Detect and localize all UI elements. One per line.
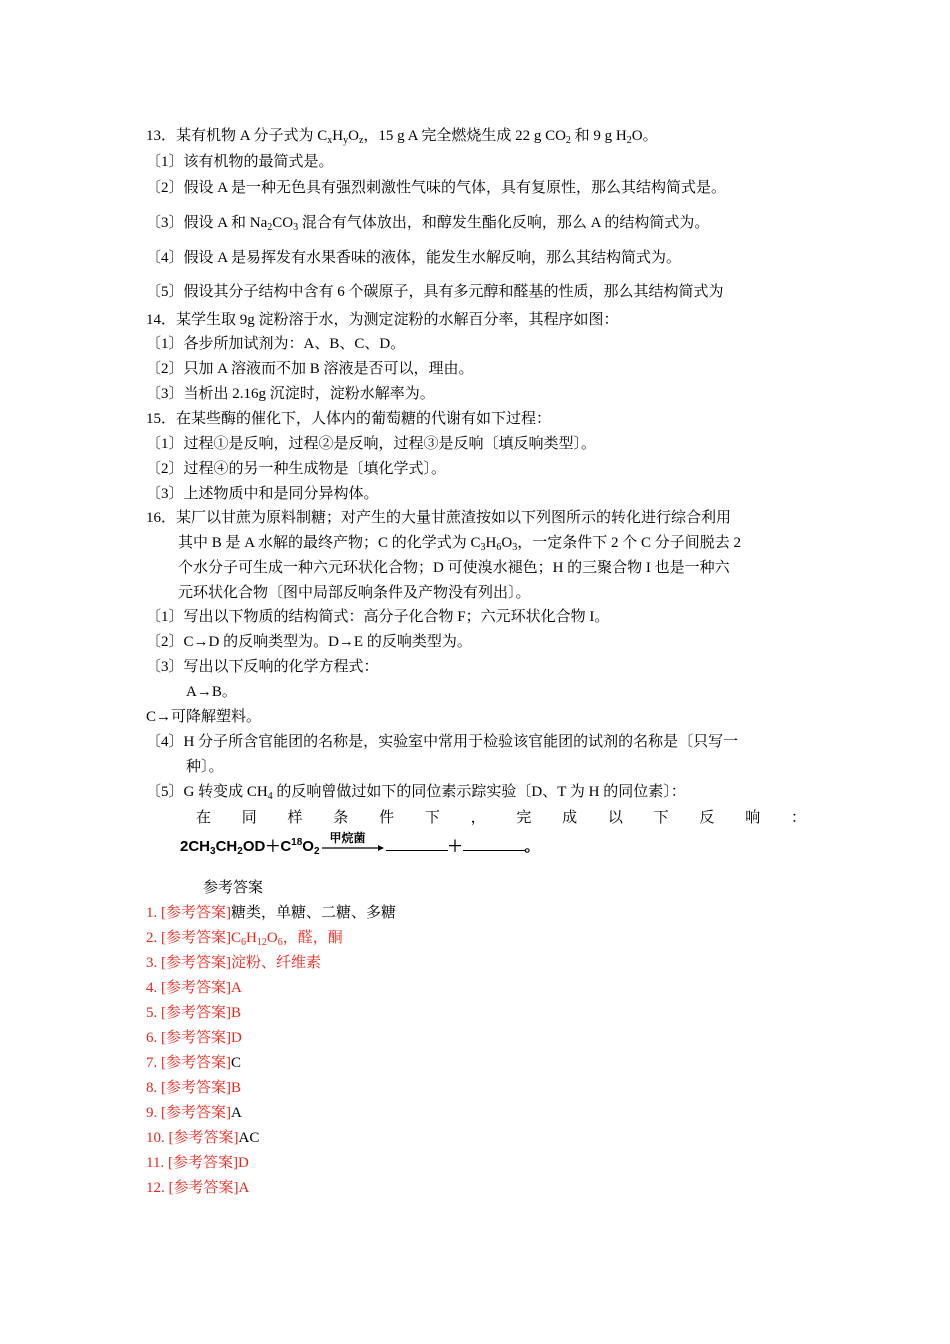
answer-item: 11. [参考答案]D	[146, 1155, 249, 1171]
q16-stem-line-1: 16．某厂以甘蔗为原料制糖；对产生的大量甘蔗渣按如以下列图所示的转化进行综合利用	[146, 510, 732, 526]
spaced-char: 成	[562, 810, 578, 826]
answer-item: 12. [参考答案]A	[146, 1180, 250, 1196]
q16-part-4-line-1: 〔4〕H 分子所含官能团的名称是，实验室中常用于检验该官能团的试剂的名称是〔只写一	[146, 734, 739, 750]
q13-stem: 13．某有机物 A 分子式为 $C_xH_yO_z$，15 g A 完全燃烧生成 22 g $CO_2$ 和 9 g $H_2O$。	[146, 128, 658, 146]
spaced-char: 条	[333, 810, 349, 826]
q13-part-1: 〔1〕该有机物的最简式是。	[146, 154, 334, 170]
q16-part-5: 〔5〕G 转变成 $CH_4$ 的反响曾做过如下的同位素示踪实验〔D、T 为 H 的同位素〕：	[146, 784, 686, 802]
q15-stem: 15．在某些酶的催化下，人体内的葡萄糖的代谢有如下过程：	[146, 411, 552, 427]
answer-item: 5. [参考答案]B	[146, 1005, 242, 1021]
q14-part-2: 〔2〕只加 A 溶液而不加 B 溶液是否可以，理由。	[146, 361, 474, 377]
q16-part-4-line-2: 种〕。	[186, 759, 224, 775]
spaced-char: 在	[196, 810, 212, 826]
answer-item: 9. [参考答案]A	[146, 1105, 242, 1121]
reaction-condition: 甲烷菌	[329, 831, 366, 846]
spaced-char: 完	[516, 810, 532, 826]
q13-part-5: 〔5〕假设其分子结构中含有 6 个碳原子，具有多元醇和醛基的性质，那么其结构简式为	[146, 284, 724, 300]
q15-part-2: 〔2〕过程④的另一种生成物是〔填化学式〕。	[146, 461, 447, 477]
answer-item: 3. [参考答案]淀粉、纤维素	[146, 955, 322, 971]
spaced-char: 同	[241, 810, 257, 826]
q16-part-3-ab: A→B。	[186, 684, 237, 700]
answer-item: 1. [参考答案]糖类，单糖、二糖、多糖	[146, 905, 397, 921]
q16-spaced-instruction	[196, 808, 806, 828]
answer-item: 7. [参考答案]C	[146, 1055, 242, 1071]
q14-stem: 14．某学生取 9g 淀粉溶于水，为测定淀粉的水解百分率，其程序如图：	[146, 312, 619, 328]
q16-isotope-equation: $2CH_3CH_2OD+C^{18}O_2$ 甲烷菌 ＋ 。	[180, 836, 540, 858]
spaced-char: 件	[379, 810, 395, 826]
spaced-char: ，	[470, 810, 486, 826]
q16-stem-line-4: 元环状化合物〔图中局部反响条件及产物没有列出〕。	[178, 585, 531, 601]
q16-part-3: 〔3〕写出以下反响的化学方程式：	[146, 659, 379, 675]
answers-heading: 参考答案	[203, 880, 264, 896]
answer-item: 10. [参考答案]AC	[146, 1130, 260, 1146]
q13-part-4: 〔4〕假设 A 是易挥发有水果香味的液体，能发生水解反响，那么其结构简式为。	[146, 250, 682, 266]
answer-item: 8. [参考答案]B	[146, 1080, 242, 1096]
spaced-char: 反	[699, 810, 715, 826]
q16-part-2: 〔2〕C→D 的反响类型为。D→E 的反响类型为。	[146, 634, 472, 650]
answer-item: 4. [参考答案]A	[146, 980, 242, 996]
q16-part-3-c: C→可降解塑料。	[146, 709, 262, 725]
q13-part-2: 〔2〕假设 A 是一种无色具有强烈刺激性气味的气体，具有复原性，那么其结构简式是。	[146, 180, 727, 196]
spaced-char: 以	[607, 810, 623, 826]
answer-blank	[386, 836, 448, 851]
spaced-char: 下	[653, 810, 669, 826]
q16-part-1: 〔1〕写出以下物质的结构简式：高分子化合物 F；六元环状化合物 I。	[146, 609, 610, 625]
spaced-char: 样	[287, 810, 303, 826]
q16-stem-line-3: 个水分子可生成一种六元环状化合物；D 可使溴水褪色；H 的三聚合物 I 也是一种六	[178, 560, 730, 576]
reaction-arrow-icon	[322, 831, 384, 857]
q14-part-3: 〔3〕当析出 2.16g 沉淀时，淀粉水解率为。	[146, 386, 435, 402]
answer-blank	[463, 836, 525, 851]
spaced-char: 下	[424, 810, 440, 826]
spaced-char: ：	[790, 810, 806, 826]
q15-part-1: 〔1〕过程①是反响，过程②是反响，过程③是反响〔填反响类型〕。	[146, 436, 597, 452]
q14-part-1: 〔1〕各步所加试剂为：A、B、C、D。	[146, 336, 406, 352]
answer-item: 2. [参考答案]$C_6H_{12}O_6$，醛，酮	[146, 930, 343, 948]
answer-item: 6. [参考答案]D	[146, 1030, 242, 1046]
q13-part-3: 〔3〕假设 A 和 $Na_2CO_3$ 混合有气体放出，和醇发生酯化反响，那么 A 的结构简式为。	[146, 215, 710, 233]
spaced-char: 响	[745, 810, 761, 826]
q16-stem-line-2: 其中 B 是 A 水解的最终产物；C 的化学式为 $C_3H_6O_3$，一定条件下 2 个 C 分子间脱去 2	[178, 535, 741, 553]
q15-part-3: 〔3〕上述物质中和是同分异构体。	[146, 486, 379, 502]
